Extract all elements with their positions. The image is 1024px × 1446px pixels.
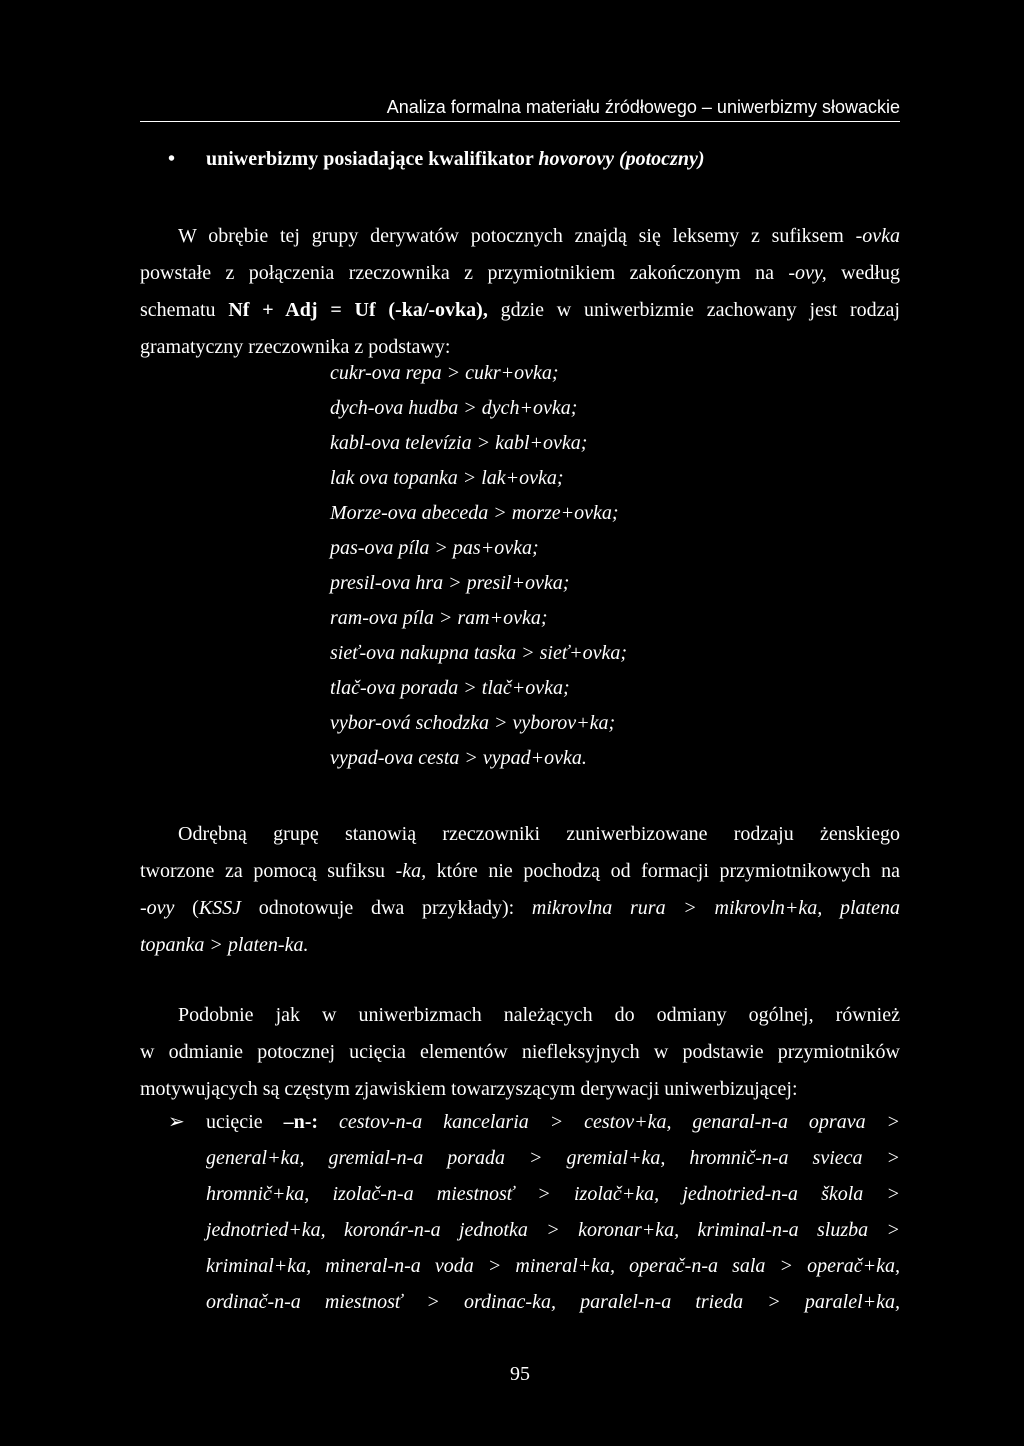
example-item: vybor-ová schodzka > vyborov+ka;: [330, 712, 616, 734]
paragraph-1-line: powstałe z połączenia rzeczownika z przymiotnikiem zakończonym na -ovy, według: [140, 262, 900, 284]
paragraph-2-line: Odrębną grupę stanowią rzeczowniki zuniwerbizowane rodzaju żenskiego: [178, 823, 900, 845]
example-item: vypad-ova cesta > vypad+ovka.: [330, 747, 587, 769]
example-item: cukr-ova repa > cukr+ovka;: [330, 362, 559, 384]
example-item: dych-ova hudba > dych+ovka;: [330, 397, 578, 419]
arrow-item-line: ucięcie –n-: cestov-n-a kancelaria > cestov+ka, genaral-n-a oprava >: [206, 1111, 901, 1133]
header-rule: [140, 121, 900, 122]
example-item: tlač-ova porada > tlač+ovka;: [330, 677, 570, 699]
paragraph-3-line: w odmianie potocznej ucięcia elementów niefleksyjnych w podstawie przymiotników: [140, 1041, 900, 1063]
paragraph-3-line: Podobnie jak w uniwerbizmach należących do odmiany ogólnej, również: [178, 1004, 900, 1026]
arrow-item-line: jednotried+ka, koronár-n-a jednotka > koronar+ka, kriminal-n-a sluzba >: [206, 1219, 900, 1241]
example-item: pas-ova píla > pas+ovka;: [330, 537, 539, 559]
page-number: 95: [510, 1363, 530, 1385]
arrow-item-line: hromnič+ka, izolač-n-a miestnosť > izolač+ka, jednotried-n-a škola >: [206, 1183, 900, 1205]
example-item: Morze-ova abeceda > morze+ovka;: [330, 502, 619, 524]
paragraph-2-line: tworzone za pomocą sufiksu -ka, które nie pochodzą od formacji przymiotnikowych na: [140, 860, 900, 882]
arrow-item-line: ordinač-n-a miestnosť > ordinac-ka, paralel-n-a trieda > paralel+ka,: [206, 1291, 900, 1313]
bullet-icon: •: [168, 148, 176, 170]
arrow-bullet-icon: ➢: [168, 1111, 185, 1133]
paragraph-1: [140, 218, 900, 366]
example-list: [330, 356, 830, 776]
paragraph-2: [140, 816, 900, 964]
paragraph-2-line: topanka > platen-ka.: [140, 934, 309, 956]
example-item: presil-ova hra > presil+ovka;: [330, 572, 570, 594]
example-item: kabl-ova televízia > kabl+ovka;: [330, 432, 588, 454]
example-item: ram-ova píla > ram+ovka;: [330, 607, 548, 629]
running-header: Analiza formalna materiału źródłowego – uniwerbizmy słowackie: [386, 97, 900, 117]
example-item: lak ova topanka > lak+ovka;: [330, 467, 564, 489]
paragraph-3: [140, 997, 900, 1108]
paragraph-2-line: -ovy (KSSJ odnotowuje dwa przykłady): mikrovlna rura > mikrovln+ka, platena: [140, 897, 900, 919]
example-item: sieť-ova nakupna taska > sieť+ovka;: [330, 642, 628, 664]
section-heading-text: uniwerbizmy posiadające kwalifikator hovorovy (potoczny): [206, 148, 705, 170]
paragraph-1-line: gramatyczny rzeczownika z podstawy:: [140, 336, 451, 358]
paragraph-1-line: schematu Nf + Adj = Uf (-ka/-ovka), gdzie w uniwerbizmie zachowany jest rodzaj: [140, 299, 900, 321]
paragraph-3-line: motywujących są częstym zjawiskiem towarzyszącym derywacji uniwerbizującej:: [140, 1078, 798, 1100]
arrow-item-line: general+ka, gremial-n-a porada > gremial+ka, hromnič-n-a svieca >: [206, 1147, 900, 1169]
paragraph-1-line: W obrębie tej grupy derywatów potocznych znajdą się leksemy z sufiksem -ovka: [178, 225, 900, 247]
arrow-item-line: kriminal+ka, mineral-n-a voda > mineral+ka, operač-n-a sala > operač+ka,: [206, 1255, 900, 1277]
